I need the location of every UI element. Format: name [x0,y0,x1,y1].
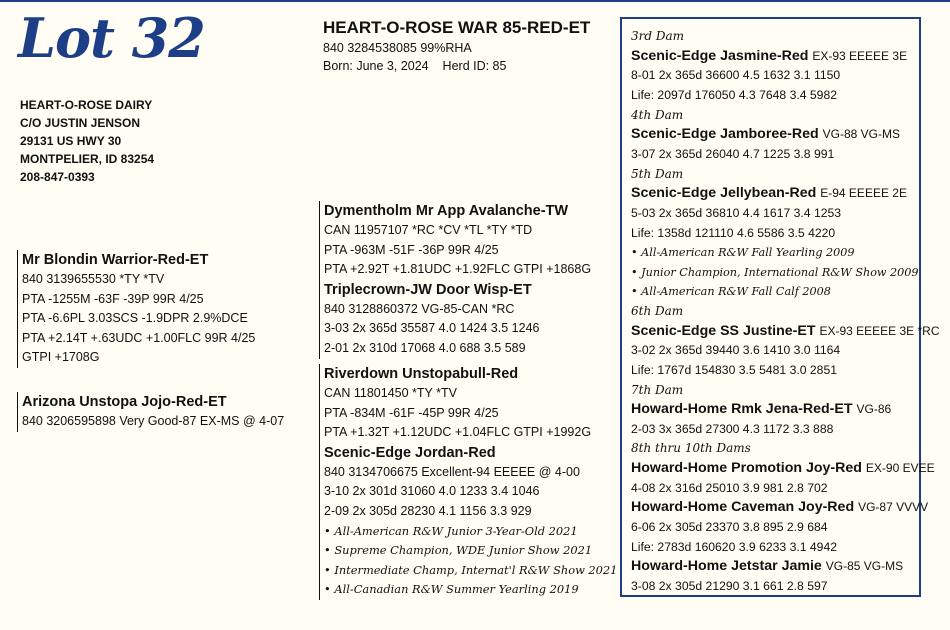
honor-text: All-American R&W Fall Calf 2008 [641,285,831,299]
dam-heading: 6th Dam [631,303,684,318]
dam-sire-name: Riverdown Unstopabull-Red [324,366,519,382]
dam-name-text: Howard-Home Promotion Joy-Red [631,460,862,477]
dam-record: 3-08 2x 305d 21290 3.1 661 2.8 597 [631,579,828,594]
dam-entry-name [631,125,919,145]
dam-entry-name [631,322,940,342]
dam-line: 840 3206595898 Very Good-87 EX-MS @ 4-07 [22,414,285,428]
dam-classification: VG-85 VG-MS [825,559,904,574]
dam-entry-name [631,184,919,204]
dam-classification: VG-88 VG-MS [822,127,900,142]
consignor-line: 208-847-0393 [20,170,95,184]
sire-line: PTA -6.6PL 3.03SCS -1.9DPR 2.9%DCE [22,311,248,326]
sire-sire-line: PTA +2.92T +1.81UDC +1.92FLC GTPI +1868G [324,262,592,277]
dam-sire-line: CAN 11801450 *TY *TV [324,386,457,400]
animal-birth-herd [323,57,590,75]
honor-text: All-Canadian R&W Summer Yearling 2019 [334,582,579,597]
dam-entry-name [631,557,919,577]
sire-dam-line: 2-01 2x 310d 17068 4.0 688 3.5 589 [324,340,526,355]
dam-record: 3-07 2x 365d 26040 4.7 1225 3.8 991 [631,146,835,161]
dam-record: 2-03 3x 365d 27300 4.3 1172 3.3 888 [631,421,834,436]
dam-sire-line: PTA +1.32T +1.12UDC +1.04FLC GTPI +1992G [324,425,592,440]
dam-dam-honor: • All-American R&W Junior 3-Year-Old 2021 [324,523,578,538]
sire-line: PTA -1255M -63F -39P 99R 4/25 [22,291,204,306]
consignor-line: 29131 US HWY 30 [20,134,122,148]
dam-side-block [319,364,617,600]
dam-entry-name [631,47,919,67]
dam-dam-honor: • Supreme Champion, WDE Junior Show 2021 [324,543,593,558]
sire-dam-name: Triplecrown-JW Door Wisp-ET [324,281,532,298]
dam-name-text: Howard-Home Caveman Joy-Red [631,499,855,516]
dam-name-text: Howard-Home Jetstar Jamie [631,558,822,575]
dam-record: Life: 2783d 160620 3.9 6233 3.1 4942 [631,539,838,554]
dam-record: 5-03 2x 365d 36810 4.4 1617 3.4 1253 [631,205,842,220]
dam-record: Life: 2097d 176050 4.3 7648 3.4 5982 [631,87,838,102]
sire-sire-block [319,201,591,359]
sire-line: PTA +2.14T +.63UDC +1.00FLC 99R 4/25 [22,330,256,345]
animal-registration: 840 3284538085 99%RHA [323,41,472,55]
honor-text: Junior Champion, International R&W Show 2009 [641,265,919,279]
dam-classification: EX-93 EEEEE 3E *RC [819,323,940,338]
dam-dam-line: 3-10 2x 301d 31060 4.0 1233 3.4 1046 [324,484,540,499]
dam-entry-name [631,498,929,518]
dam-record: Life: 1767d 154830 3.5 5481 3.0 2851 [631,362,838,377]
sire-sire-line: PTA -963M -51F -36P 99R 4/25 [324,242,499,257]
dam-record: Life: 1358d 121110 4.6 5586 3.5 4220 [631,225,836,240]
animal-header [323,17,590,75]
dam-honor: • All-American R&W Fall Calf 2008 [631,285,831,299]
dam-heading: 8th thru 10th Dams [631,441,751,456]
sire-block [17,250,255,368]
dam-block [17,392,284,432]
honor-text: All-American R&W Fall Yearling 2009 [641,246,855,260]
dam-dam-honor: • Intermediate Champ, Internat'l R&W Show 2021 [324,562,618,577]
dam-honor: • All-American R&W Fall Yearling 2009 [631,246,855,260]
sire-name: Mr Blondin Warrior-Red-ET [22,252,209,268]
dam-classification: E-94 EEEEE 2E [820,186,907,201]
animal-born: Born: June 3, 2024 [323,59,429,73]
animal-name: HEART-O-ROSE WAR 85-RED-ET [323,18,591,37]
dam-heading: 5th Dam [631,166,684,181]
sire-line: 840 3139655530 *TY *TV [22,272,165,286]
dam-dam-line: 840 3134706675 Excellent-94 EEEEE @ 4-00 [324,464,580,479]
dam-classification: VG-86 [856,402,892,417]
consignor-address [20,96,154,186]
dam-heading: 7th Dam [631,382,684,397]
sire-dam-line: 840 3128860372 VG-85-CAN *RC [324,301,515,316]
honor-text: Supreme Champion, WDE Junior Show 2021 [334,543,593,558]
animal-herd-id: Herd ID: 85 [442,59,507,73]
lot-number: Lot 32 [18,6,205,70]
dam-name-text: Scenic-Edge Jamboree-Red [631,126,819,143]
dam-name-text: Scenic-Edge Jellybean-Red [631,185,817,202]
sire-sire-name: Dymentholm Mr App Avalanche-TW [324,203,569,219]
honor-text: Intermediate Champ, Internat'l R&W Show 2021 [334,562,618,577]
dam-record: 6-06 2x 305d 23370 3.8 895 2.9 684 [631,520,828,535]
dam-entry-name [631,400,919,420]
dam-heading: 4th Dam [631,107,684,122]
top-rule [0,0,950,2]
dam-entry-name [631,459,935,479]
dam-dam-honor: • All-Canadian R&W Summer Yearling 2019 [324,582,579,597]
dam-honor: • Junior Champion, International R&W Show 2009 [631,265,919,279]
dam-classification: EX-93 EEEEE 3E [812,48,908,63]
dam-dam-name: Scenic-Edge Jordan-Red [324,444,496,461]
consignor-line: HEART-O-ROSE DAIRY [20,98,153,112]
dam-dam-line: 2-09 2x 305d 28230 4.1 1156 3.3 929 [324,503,532,518]
dam-name-text: Scenic-Edge SS Justine-ET [631,322,816,339]
dam-sire-line: PTA -834M -61F -45P 99R 4/25 [324,405,499,420]
dam-record: 4-08 2x 316d 25010 3.9 981 2.8 702 [631,480,828,495]
maternal-dams-box [620,17,940,597]
consignor-line: C/O JUSTIN JENSON [20,116,141,130]
sire-sire-line: CAN 11957107 *RC *CV *TL *TY *TD [324,223,533,237]
dam-name: Arizona Unstopa Jojo-Red-ET [22,394,227,410]
dam-record: 8-01 2x 365d 36600 4.5 1632 3.1 1150 [631,68,841,83]
dam-record: 3-02 2x 365d 39440 3.6 1410 3.0 1164 [631,343,841,358]
sire-dam-line: 3-03 2x 365d 35587 4.0 1424 3.5 1246 [324,321,540,336]
dam-name-text: Scenic-Edge Jasmine-Red [631,47,809,64]
dam-classification: VG-87 VVVV [858,500,929,515]
dam-name-text: Howard-Home Rmk Jena-Red-ET [631,401,853,418]
honor-text: All-American R&W Junior 3-Year-Old 2021 [334,523,578,538]
dam-classification: EX-90 EVEE [865,461,935,476]
consignor-line: MONTPELIER, ID 83254 [20,152,155,166]
sire-line: GTPI +1708G [22,350,100,365]
dam-heading: 3rd Dam [631,29,685,43]
